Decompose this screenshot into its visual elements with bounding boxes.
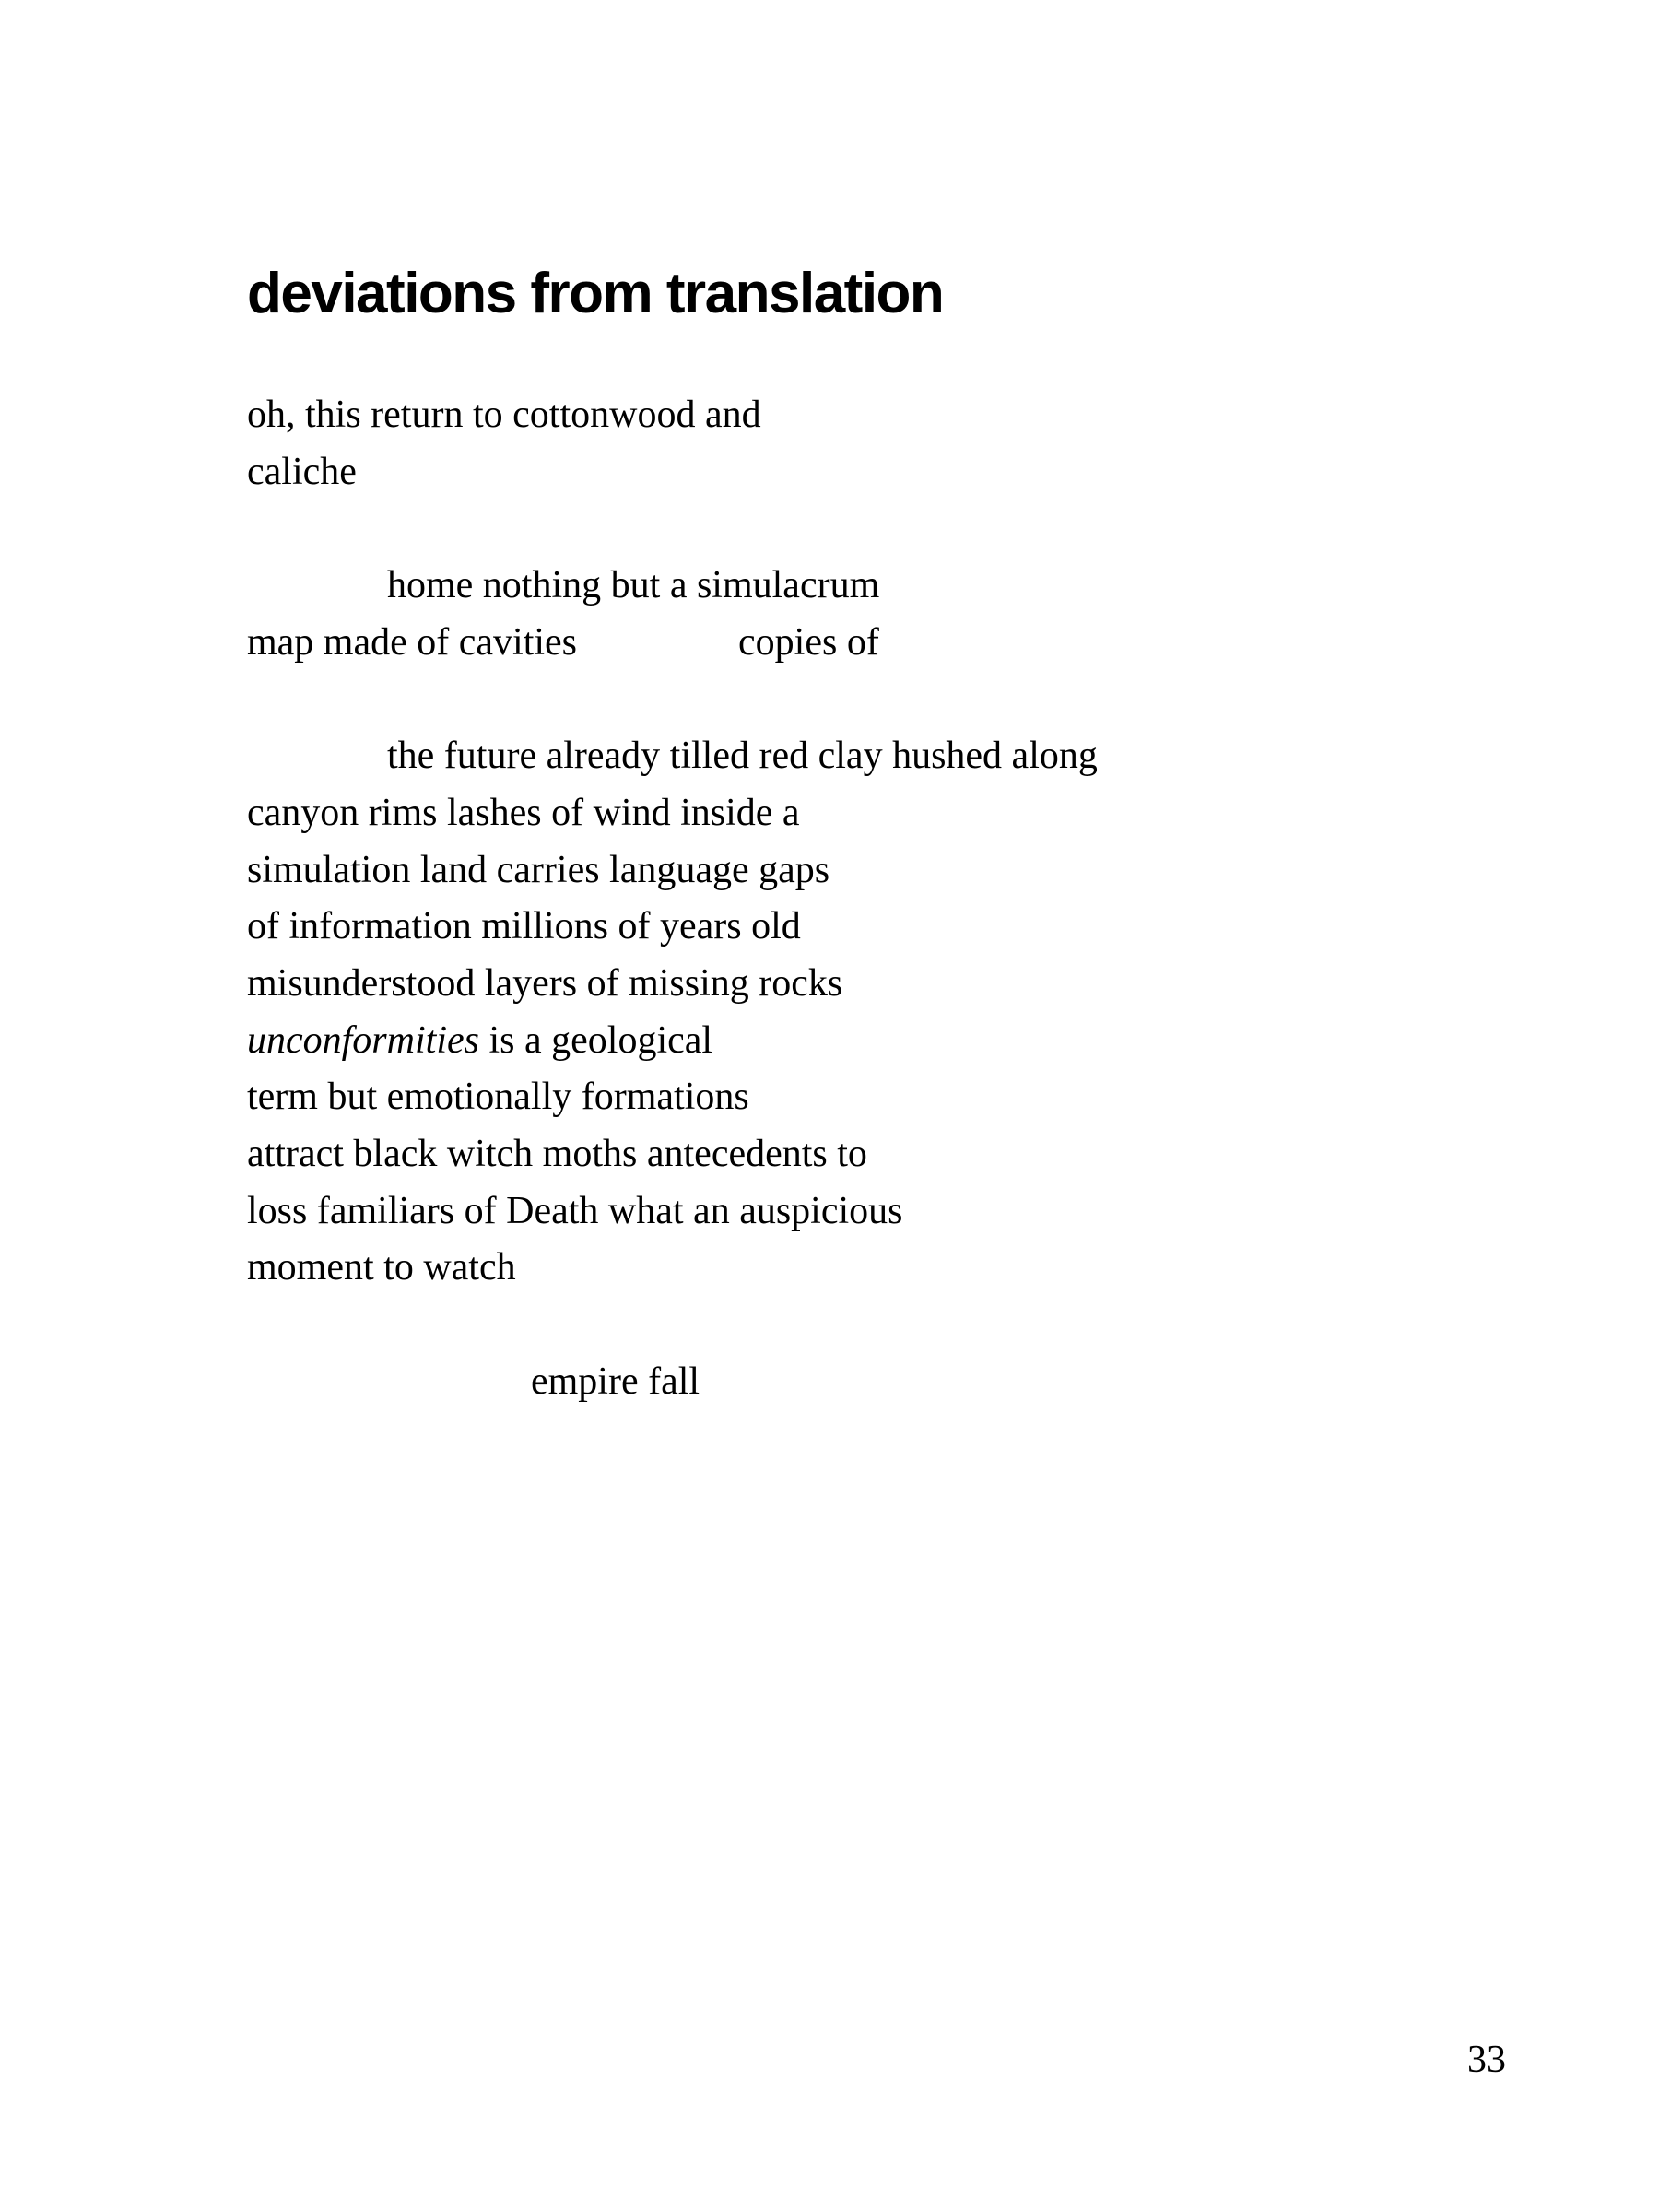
poem-line: home nothing but a simulacrum — [387, 564, 880, 607]
poem-line: misunderstood layers of missing rocks — [247, 961, 843, 1005]
poem-line: moment to watch — [247, 1246, 516, 1289]
poem-body — [247, 387, 1098, 1410]
poem-line: of information millions of years old — [247, 905, 801, 948]
poem-line-left-segment: map made of cavities — [247, 620, 578, 664]
poem-line: empire fall — [531, 1359, 700, 1403]
poem-italic-term: unconformities — [247, 1018, 479, 1062]
poem-line-rest: is a geological — [478, 1018, 713, 1062]
blank-line — [247, 500, 1098, 558]
poem-title: deviations from translation — [247, 261, 944, 325]
poem-line: the future already tilled red clay hushed along — [387, 735, 1098, 778]
blank-line — [247, 671, 1098, 728]
poem-line: loss familiars of Death what an auspicious — [247, 1189, 903, 1232]
caesura-gap — [577, 653, 738, 654]
blank-line — [247, 1297, 1098, 1354]
poem-line: canyon rims lashes of wind inside a — [247, 791, 800, 834]
poem-line: simulation land carries language gaps — [247, 848, 830, 891]
page-number: 33 — [1467, 2039, 1506, 2081]
poem-line — [247, 1013, 1098, 1070]
poem-line: attract black witch moths antecedents to — [247, 1132, 867, 1175]
poem-line: term but emotionally formations — [247, 1076, 749, 1119]
poem-line — [247, 615, 1098, 672]
poem-line-right-segment: copies of — [738, 620, 879, 664]
poem-line: oh, this return to cottonwood and — [247, 394, 761, 436]
poem-line: caliche — [247, 450, 357, 493]
